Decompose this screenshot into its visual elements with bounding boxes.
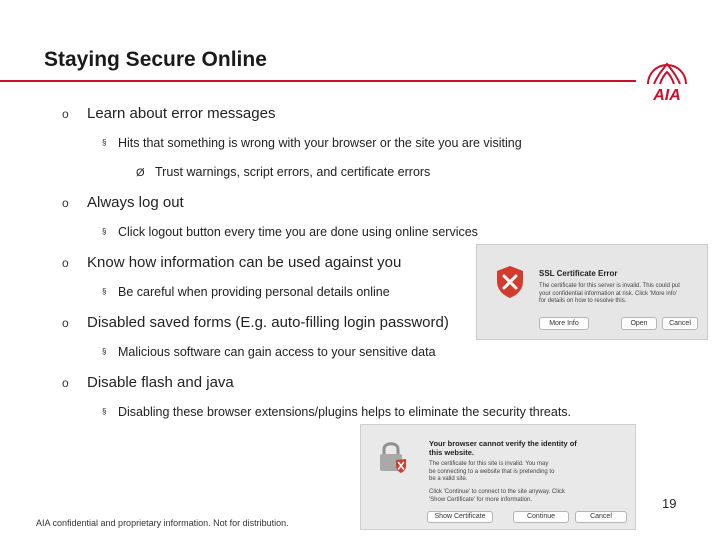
dialog-body-line: Click 'Continue' to connect to the site anyway. Click [429, 489, 565, 495]
dialog-body-line: The certificate for this server is invalid. This could put [539, 283, 680, 289]
sub-bullet-marker: § [102, 138, 107, 147]
dialog-body-secondary [429, 489, 565, 504]
dialog-body-line: be a valid site. [429, 476, 468, 482]
confidentiality-notice: AIA confidential and proprietary information. Not for distribution. [36, 518, 289, 528]
bullet-text: Always log out [87, 194, 184, 211]
sub-bullet-text: Hits that something is wrong with your browser or the site you are visiting [118, 136, 522, 150]
show-certificate-button[interactable]: Show Certificate [427, 511, 493, 523]
dialog-body-line: your confidential information at risk. Click 'More info' [539, 290, 678, 297]
padlock-error-icon [375, 439, 411, 475]
bullet-item [62, 374, 234, 391]
sub-bullet-item [102, 345, 436, 359]
sub-sub-bullet-text: Trust warnings, script errors, and certificate errors [155, 165, 431, 179]
sub-bullet-item [102, 405, 571, 419]
dialog-body-line: be connecting to a website that is pretending to [429, 468, 555, 475]
cancel-button[interactable]: Cancel [662, 317, 698, 330]
sub-bullet-text: Malicious software can gain access to your sensitive data [118, 345, 436, 359]
arrow-marker: Ø [136, 167, 145, 179]
dialog-body [429, 461, 554, 484]
sub-bullet-marker: § [102, 287, 107, 296]
bullet-marker: o [62, 316, 69, 330]
sub-bullet-item [102, 225, 478, 239]
sub-bullet-text: Be careful when providing personal details online [118, 285, 390, 299]
aia-logo [640, 54, 694, 104]
bullet-item [62, 194, 184, 211]
logo-text: AIA [653, 87, 681, 104]
sub-bullet-item [102, 136, 522, 150]
dialog-body-line: 'Show Certificate' for more information. [429, 496, 532, 503]
page-number: 19 [662, 496, 677, 511]
title-divider [0, 80, 636, 82]
dialog-body [539, 283, 680, 306]
dialog-title [429, 439, 577, 457]
sub-bullet-text: Click logout button every time you are done using online services [118, 225, 478, 239]
bullet-marker: o [62, 376, 69, 390]
slide-title: Staying Secure Online [44, 48, 267, 71]
dialog-title-line: this website. [429, 448, 475, 457]
more-info-button[interactable]: More Info [539, 317, 589, 330]
cancel-button[interactable]: Cancel [575, 511, 627, 523]
dialog-body-line: for details on how to resolve this. [539, 298, 627, 304]
bullet-text: Know how information can be used against you [87, 254, 402, 271]
sub-bullet-marker: § [102, 347, 107, 356]
continue-button[interactable]: Continue [513, 511, 569, 523]
sub-sub-bullet-item [136, 165, 430, 179]
bullet-item [62, 314, 449, 331]
dialog-title: SSL Certificate Error [539, 269, 618, 278]
bullet-marker: o [62, 107, 69, 121]
sub-bullet-item [102, 285, 390, 299]
bullet-text: Disabled saved forms (E.g. auto-filling login password) [87, 314, 449, 331]
identity-warning-dialog [360, 424, 636, 530]
ssl-error-dialog [476, 244, 708, 340]
open-button[interactable]: Open [621, 317, 657, 330]
bullet-marker: o [62, 256, 69, 270]
bullet-text: Disable flash and java [87, 374, 234, 391]
bullet-marker: o [62, 196, 69, 210]
bullet-text: Learn about error messages [87, 105, 276, 122]
sub-bullet-text: Disabling these browser extensions/plugins helps to eliminate the security threats. [118, 405, 572, 419]
shield-error-icon [495, 265, 525, 299]
sub-bullet-marker: § [102, 407, 107, 416]
sub-bullet-marker: § [102, 227, 107, 236]
dialog-title-line: Your browser cannot verify the identity of [429, 439, 577, 448]
dialog-body-line: The certificate for this site is invalid. You may [429, 461, 549, 467]
bullet-item [62, 254, 401, 271]
bullet-item [62, 105, 275, 122]
